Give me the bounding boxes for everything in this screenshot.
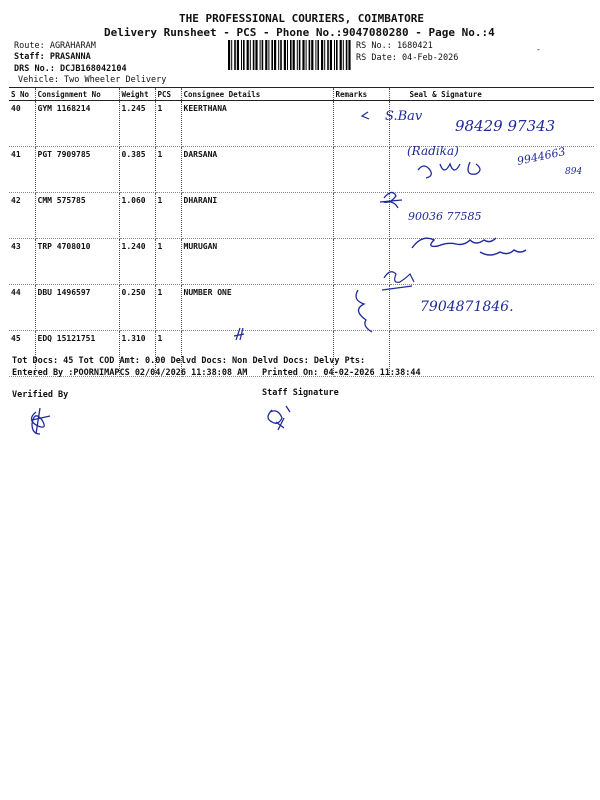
cell-signature [389, 193, 594, 239]
barcode-bar [260, 40, 261, 70]
cell-remarks [333, 193, 389, 239]
cell-signature [389, 285, 594, 331]
cell-remarks [333, 147, 389, 193]
entered-by: Entered By :POORNIMAPCS 02/04/2026 11:38:08 AM [12, 368, 248, 378]
barcode-bar [247, 40, 249, 70]
signature-row40-phone: 98429 97343 [455, 117, 556, 135]
col-pcs: PCS [155, 88, 181, 101]
printed-on: Printed On: 04-02-2026 11:38:44 [262, 368, 421, 378]
barcode-bar [306, 40, 307, 70]
rs-number: RS No.: 1680421 [356, 41, 433, 51]
cell-pcs: 1 [155, 331, 181, 377]
barcode-bar [340, 40, 342, 70]
speck-mark: - [536, 45, 541, 54]
col-weight: Weight [119, 88, 155, 101]
barcode-bar [348, 40, 350, 70]
table-row [9, 239, 594, 285]
delivery-table [9, 87, 594, 377]
barcode-bar [231, 40, 232, 70]
cell-consignee: KEERTHANA [181, 101, 333, 147]
barcode-image [228, 40, 352, 70]
table-row [9, 147, 594, 193]
signature-row44-phone: 7904871846. [420, 299, 514, 315]
signature-row41-phone: 9944663 [515, 145, 567, 168]
totals-line: Tot Docs: 45 Tot COD Amt: 0.00 Delvd Docs: Non Delvd Docs: Delvy Pts: [12, 356, 366, 366]
cell-weight: 1.060 [119, 193, 155, 239]
cell-sno: 41 [9, 147, 35, 193]
barcode-bar [299, 40, 301, 70]
staff-signature-scribble [268, 406, 290, 430]
cell-remarks [333, 101, 389, 147]
drs-number: DRS No.: DCJB168042104 [14, 64, 127, 74]
table-row [9, 285, 594, 331]
cell-pcs: 1 [155, 101, 181, 147]
signature-row42-phone: 90036 77585 [408, 210, 482, 223]
table-row [9, 193, 594, 239]
barcode-bar [311, 40, 313, 70]
cell-consignee: DARSANA [181, 147, 333, 193]
col-consignment: Consignment No [35, 88, 119, 101]
cell-consignment: DBU 1496597 [35, 285, 119, 331]
table-row [9, 101, 594, 147]
barcode-bar [287, 40, 288, 70]
company-title: THE PROFESSIONAL COURIERS, COIMBATORE [179, 12, 425, 25]
barcode-bar [309, 40, 311, 70]
barcode-bar [330, 40, 332, 70]
barcode-bar [265, 40, 267, 70]
barcode-bar [268, 40, 269, 70]
barcode-bar [262, 40, 264, 70]
cell-consignment: EDQ 15121751 [35, 331, 119, 377]
barcode-bar [293, 40, 295, 70]
barcode-bar [297, 40, 298, 70]
barcode-bar [250, 40, 251, 70]
cell-weight: 1.245 [119, 101, 155, 147]
cell-consignment: GYM 1168214 [35, 101, 119, 147]
col-consignee: Consignee Details [181, 88, 333, 101]
cell-weight: 0.385 [119, 147, 155, 193]
rs-date: RS Date: 04-Feb-2026 [356, 53, 459, 63]
signature-row40-name: S.Bav [385, 109, 423, 124]
cell-signature [389, 147, 594, 193]
barcode-bar [274, 40, 276, 70]
verified-signature [31, 408, 50, 434]
barcode-bar [243, 40, 245, 70]
barcode-bar [302, 40, 304, 70]
table-header-row [9, 88, 594, 101]
verified-by-label: Verified By [12, 390, 69, 400]
barcode-bar [321, 40, 323, 70]
cell-weight: 0.250 [119, 285, 155, 331]
barcode-bar [237, 40, 239, 70]
barcode-bar [234, 40, 236, 70]
cell-sno: 43 [9, 239, 35, 285]
cell-consignee: MURUGAN [181, 239, 333, 285]
cell-pcs: 1 [155, 193, 181, 239]
cell-pcs: 1 [155, 147, 181, 193]
cell-consignee: NUMBER ONE [181, 285, 333, 331]
route-label: Route: AGRAHARAM [14, 41, 96, 51]
barcode-bar [346, 40, 348, 70]
col-seal-signature: Seal & Signature [389, 88, 594, 101]
barcode-bar [241, 40, 242, 70]
cell-signature [389, 239, 594, 285]
cell-sno: 45 [9, 331, 35, 377]
barcode-bar [253, 40, 255, 70]
vehicle-label: Vehicle: Two Wheeler Delivery [18, 75, 167, 85]
barcode-bar [255, 40, 257, 70]
cell-consignment: CMM 575785 [35, 193, 119, 239]
staff-signature-label: Staff Signature [262, 388, 339, 398]
runsheet-subtitle: Delivery Runsheet - PCS - Phone No.:9047080280 - Page No.:4 [104, 26, 495, 39]
barcode-bar [315, 40, 316, 70]
barcode-bar [336, 40, 338, 70]
barcode-bar [343, 40, 344, 70]
barcode-bar [278, 40, 279, 70]
cell-consignee: DHARANI [181, 193, 333, 239]
cell-sno: 44 [9, 285, 35, 331]
barcode-bar [317, 40, 319, 70]
barcode-bar [290, 40, 292, 70]
cell-pcs: 1 [155, 239, 181, 285]
signature-row41-name: (Radika) [407, 144, 459, 158]
cell-sno: 40 [9, 101, 35, 147]
barcode-bar [327, 40, 329, 70]
barcode-bar [334, 40, 335, 70]
cell-remarks [333, 285, 389, 331]
barcode-bar [280, 40, 282, 70]
col-sno: S No [9, 88, 35, 101]
col-remarks: Remarks [333, 88, 389, 101]
barcode-bar [324, 40, 325, 70]
cell-consignment: PGT 7909785 [35, 147, 119, 193]
cell-signature [389, 101, 594, 147]
cell-consignment: TRP 4708010 [35, 239, 119, 285]
barcode-bar [271, 40, 273, 70]
cell-weight: 1.240 [119, 239, 155, 285]
barcode-bar [284, 40, 286, 70]
signature-row41-phone-tail: 894 [565, 167, 583, 177]
cell-remarks [333, 239, 389, 285]
cell-pcs: 1 [155, 285, 181, 331]
staff-label: Staff: PRASANNA [14, 52, 91, 62]
barcode-bar [228, 40, 230, 70]
cell-weight: 1.310 [119, 331, 155, 377]
cell-sno: 42 [9, 193, 35, 239]
